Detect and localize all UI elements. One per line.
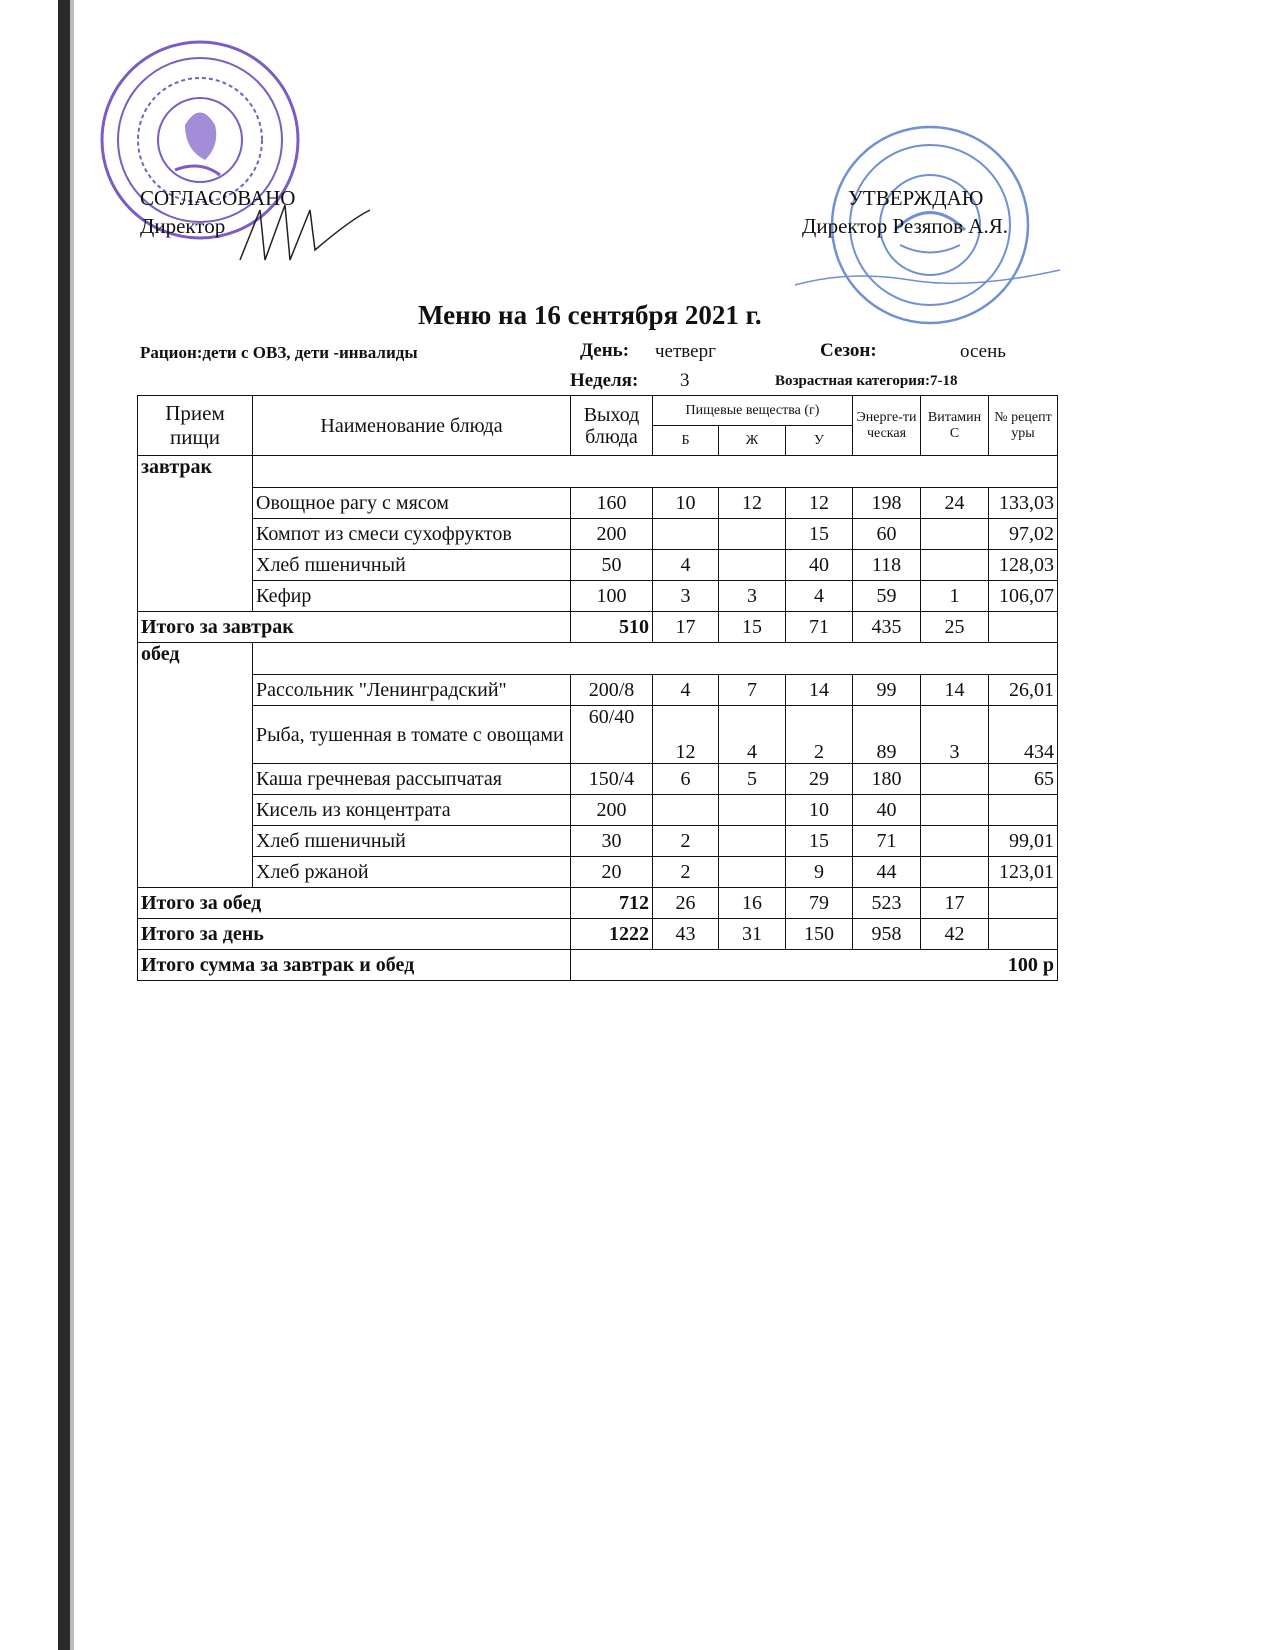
total-row-breakfast	[138, 612, 1058, 643]
table-row	[138, 488, 1058, 519]
cell-b	[653, 519, 719, 550]
day-value: четверг	[655, 341, 716, 362]
cell-e: 60	[853, 519, 921, 550]
header-fat: Ж	[719, 426, 786, 456]
total-recipe-empty	[989, 888, 1058, 919]
cell-c	[921, 519, 989, 550]
cell-b: 4	[653, 550, 719, 581]
season-value: осень	[960, 341, 1006, 362]
cell-zh: 4	[719, 706, 786, 764]
cell-e: 44	[853, 857, 921, 888]
table-row	[138, 550, 1058, 581]
approval-right-role: Директор Резяпов А.Я.	[802, 214, 1008, 238]
cell-u: 2	[786, 706, 853, 764]
approval-left-title: СОГЛАСОВАНО	[140, 186, 296, 210]
cell-out: 160	[571, 488, 653, 519]
day-label: День:	[580, 340, 630, 361]
header-energy: Энерге-тическая	[853, 396, 921, 456]
sum-label: Итого сумма за завтрак и обед	[138, 950, 571, 981]
cell-zh	[719, 550, 786, 581]
section-label: завтрак	[138, 456, 253, 612]
sum-value: 100 р	[571, 950, 1058, 981]
cell-e: 198	[853, 488, 921, 519]
table-row	[138, 675, 1058, 706]
cell-n: 106,07	[989, 581, 1058, 612]
cell-out: 30	[571, 826, 653, 857]
cell-out: 200	[571, 795, 653, 826]
cell-e: 180	[853, 764, 921, 795]
week-label: Неделя:	[570, 370, 639, 391]
cell-b: 6	[653, 764, 719, 795]
header-recipe: № рецептуры	[989, 396, 1058, 456]
total-c: 17	[921, 888, 989, 919]
dish-name: Каша гречневая рассыпчатая	[253, 764, 571, 795]
cell-out: 50	[571, 550, 653, 581]
cell-zh: 3	[719, 581, 786, 612]
total-b: 26	[653, 888, 719, 919]
cell-n: 99,01	[989, 826, 1058, 857]
cell-b: 12	[653, 706, 719, 764]
cell-n: 133,03	[989, 488, 1058, 519]
cell-b	[653, 795, 719, 826]
cell-u: 14	[786, 675, 853, 706]
cell-u: 9	[786, 857, 853, 888]
cell-e: 99	[853, 675, 921, 706]
cell-zh	[719, 795, 786, 826]
total-output: 712	[571, 888, 653, 919]
total-recipe-empty	[989, 919, 1058, 950]
cell-e: 89	[853, 706, 921, 764]
cell-c	[921, 795, 989, 826]
table-row	[138, 764, 1058, 795]
approval-left-role: Директор	[140, 214, 226, 238]
ration-label: Рацион:дети с ОВЗ, дети -инвалиды	[140, 343, 418, 362]
total-b: 17	[653, 612, 719, 643]
total-recipe-empty	[989, 612, 1058, 643]
header-dish: Наименование блюда	[253, 396, 571, 456]
total-row-lunch	[138, 888, 1058, 919]
week-value: 3	[680, 370, 690, 391]
table-row	[138, 857, 1058, 888]
cell-b: 2	[653, 857, 719, 888]
cell-u: 10	[786, 795, 853, 826]
cell-u: 15	[786, 826, 853, 857]
header-protein: Б	[653, 426, 719, 456]
scan-edge	[58, 0, 70, 1650]
dish-name: Компот из смеси сухофруктов	[253, 519, 571, 550]
total-e: 523	[853, 888, 921, 919]
cell-c: 3	[921, 706, 989, 764]
total-output: 1222	[571, 919, 653, 950]
total-c: 25	[921, 612, 989, 643]
cell-u: 4	[786, 581, 853, 612]
cell-out: 60/40	[571, 706, 653, 764]
cell-n	[989, 795, 1058, 826]
cell-out: 150/4	[571, 764, 653, 795]
total-zh: 15	[719, 612, 786, 643]
table-row	[138, 581, 1058, 612]
total-b: 43	[653, 919, 719, 950]
cell-c: 24	[921, 488, 989, 519]
section-label: обед	[138, 643, 253, 888]
cell-u: 40	[786, 550, 853, 581]
cell-u: 12	[786, 488, 853, 519]
cell-out: 200	[571, 519, 653, 550]
table-row	[138, 706, 1058, 764]
total-zh: 16	[719, 888, 786, 919]
header-meal: Прием пищи	[138, 396, 253, 456]
total-e: 958	[853, 919, 921, 950]
approval-right-title: УТВЕРЖДАЮ	[848, 186, 984, 210]
cell-c: 1	[921, 581, 989, 612]
total-label: Итого за день	[138, 919, 571, 950]
cell-b: 3	[653, 581, 719, 612]
total-c: 42	[921, 919, 989, 950]
dish-name: Хлеб ржаной	[253, 857, 571, 888]
cell-zh	[719, 826, 786, 857]
cell-e: 40	[853, 795, 921, 826]
scan-edge-shadow	[70, 0, 74, 1650]
table-row	[138, 826, 1058, 857]
dish-name: Кисель из концентрата	[253, 795, 571, 826]
cell-n: 97,02	[989, 519, 1058, 550]
dish-name: Овощное рагу с мясом	[253, 488, 571, 519]
cell-u: 15	[786, 519, 853, 550]
cell-b: 10	[653, 488, 719, 519]
total-u: 71	[786, 612, 853, 643]
total-zh: 31	[719, 919, 786, 950]
signature-right	[790, 250, 1070, 300]
cell-out: 200/8	[571, 675, 653, 706]
cell-b: 4	[653, 675, 719, 706]
total-label: Итого за обед	[138, 888, 571, 919]
season-label: Сезон:	[820, 340, 877, 361]
cell-c: 14	[921, 675, 989, 706]
table-row	[138, 519, 1058, 550]
cell-e: 71	[853, 826, 921, 857]
cell-c	[921, 550, 989, 581]
age-category: Возрастная категория:7-18	[775, 373, 958, 389]
cell-e: 118	[853, 550, 921, 581]
menu-table	[137, 395, 1058, 981]
dish-name: Хлеб пшеничный	[253, 826, 571, 857]
cell-n: 65	[989, 764, 1058, 795]
header-nutrients: Пищевые вещества (г)	[653, 396, 853, 426]
cell-b: 2	[653, 826, 719, 857]
cell-zh: 5	[719, 764, 786, 795]
dish-name: Хлеб пшеничный	[253, 550, 571, 581]
cell-zh: 7	[719, 675, 786, 706]
cell-out: 100	[571, 581, 653, 612]
section-spacer	[253, 643, 1058, 675]
dish-name: Рыба, тушенная в томате с овощами	[253, 706, 571, 764]
cell-n: 128,03	[989, 550, 1058, 581]
cell-zh	[719, 857, 786, 888]
cell-c	[921, 857, 989, 888]
total-u: 79	[786, 888, 853, 919]
section-spacer	[253, 456, 1058, 488]
header-vitamin: Витамин С	[921, 396, 989, 456]
header-output: Выход блюда	[571, 396, 653, 456]
total-label: Итого за завтрак	[138, 612, 571, 643]
total-output: 510	[571, 612, 653, 643]
dish-name: Кефир	[253, 581, 571, 612]
total-row-day	[138, 919, 1058, 950]
cell-c	[921, 764, 989, 795]
cell-n: 123,01	[989, 857, 1058, 888]
cell-out: 20	[571, 857, 653, 888]
cell-zh	[719, 519, 786, 550]
cell-c	[921, 826, 989, 857]
cell-n: 434	[989, 706, 1058, 764]
cell-zh: 12	[719, 488, 786, 519]
total-e: 435	[853, 612, 921, 643]
total-u: 150	[786, 919, 853, 950]
cell-n: 26,01	[989, 675, 1058, 706]
dish-name: Рассольник "Ленинградский"	[253, 675, 571, 706]
cell-u: 29	[786, 764, 853, 795]
header-carbs: У	[786, 426, 853, 456]
table-row	[138, 795, 1058, 826]
cell-e: 59	[853, 581, 921, 612]
page-title: Меню на 16 сентября 2021 г.	[418, 300, 762, 330]
